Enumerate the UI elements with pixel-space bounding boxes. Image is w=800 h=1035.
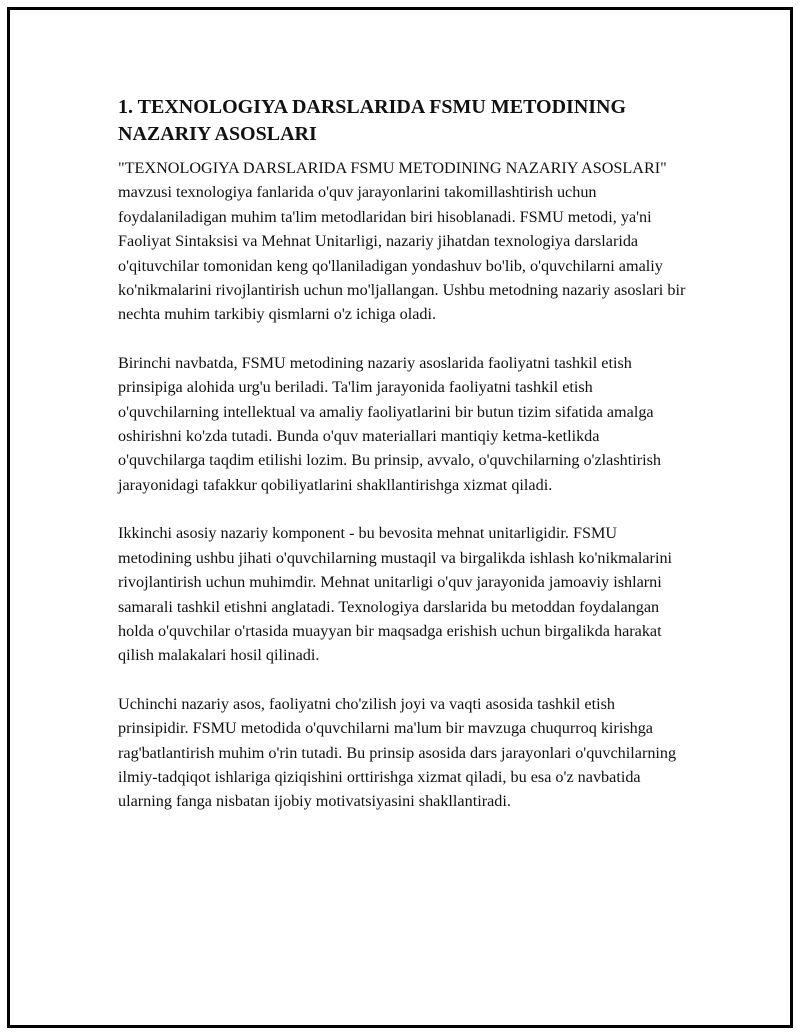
- paragraph-3: Ikkinchi asosiy nazariy komponent - bu bevosita mehnat unitarligidir. FSMU metodining ushbu jihati o'quvchilarning mustaqil va birgalikda ishlash ko'nikmalarini rivojlantirish uchun muhimdir. Mehnat unitarligi o'quv jarayonida jamoaviy ishlarni samarali tashkil etishni anglatadi. Texnologiya darslarida bu metoddan foydalangan holda o'quvchilar o'rtasida muayyan bir maqsadga erishish uchun birgalikda harakat qilish malakalari hosil qilinadi.: [118, 524, 673, 665]
- document-body: [118, 94, 688, 838]
- section-title: 1. TEXNOLOGIYA DARSLARIDA FSMU METODINING NAZARIY ASOSLARI: [118, 96, 627, 145]
- paragraph-4: Uchinchi nazariy asos, faoliyatni cho'zilish joyi va vaqti asosida tashkil etish prinsipidir. FSMU metodida o'quvchilarni ma'lum bir mavzuga chuqurroq kirishga rag'batlantirish muhim o'rin tutadi. Bu prinsip asosida dars jarayonlari o'quvchilarning ilmiy-tadqiqot ishlariga qiziqishini orttirishga xizmat qiladi, bu esa o'z navbatida ularning fanga nisbatan ijobiy motivatsiyasini shakllantiradi.: [118, 694, 677, 811]
- paragraph-2: Birinchi navbatda, FSMU metodining nazariy asoslarida faoliyatni tashkil etish prinsipiga alohida urg'u beriladi. Ta'lim jarayonida faoliyatni tashkil etish o'quvchilarning intellektual va amaliy faoliyatlarini bir butun tizim sifatida amalga oshirishni ko'zda tutadi. Bunda o'quv materiallari mantiqiy ketma-ketlikda o'quvchilarga taqdim etilishi lozim. Bu prinsip, avvalo, o'quvchilarning o'zlashtirish jarayonidagi tafakkur qobiliyatlarini shakllantirishga xizmat qiladi.: [118, 353, 662, 494]
- paragraph-1: "TEXNOLOGIYA DARSLARIDA FSMU METODINING NAZARIY ASOSLARI" mavzusi texnologiya fanlarida o'quv jarayonlarini takomillashtirish uchun foydalaniladigan muhim ta'lim metodlaridan biri hisoblanadi. FSMU metodi, ya'ni Faoliyat Sintaksisi va Mehnat Unitarligi, nazariy jihatdan texnologiya darslarida o'qituvchilar tomonidan keng qo'llaniladigan yondashuv bo'lib, o'quvchilarni amaliy ko'nikmalarini rivojlantirish uchun mo'ljallangan. Ushbu metodning nazariy asoslari bir nechta muhim tarkibiy qismlarni o'z ichiga oladi.: [118, 159, 686, 324]
